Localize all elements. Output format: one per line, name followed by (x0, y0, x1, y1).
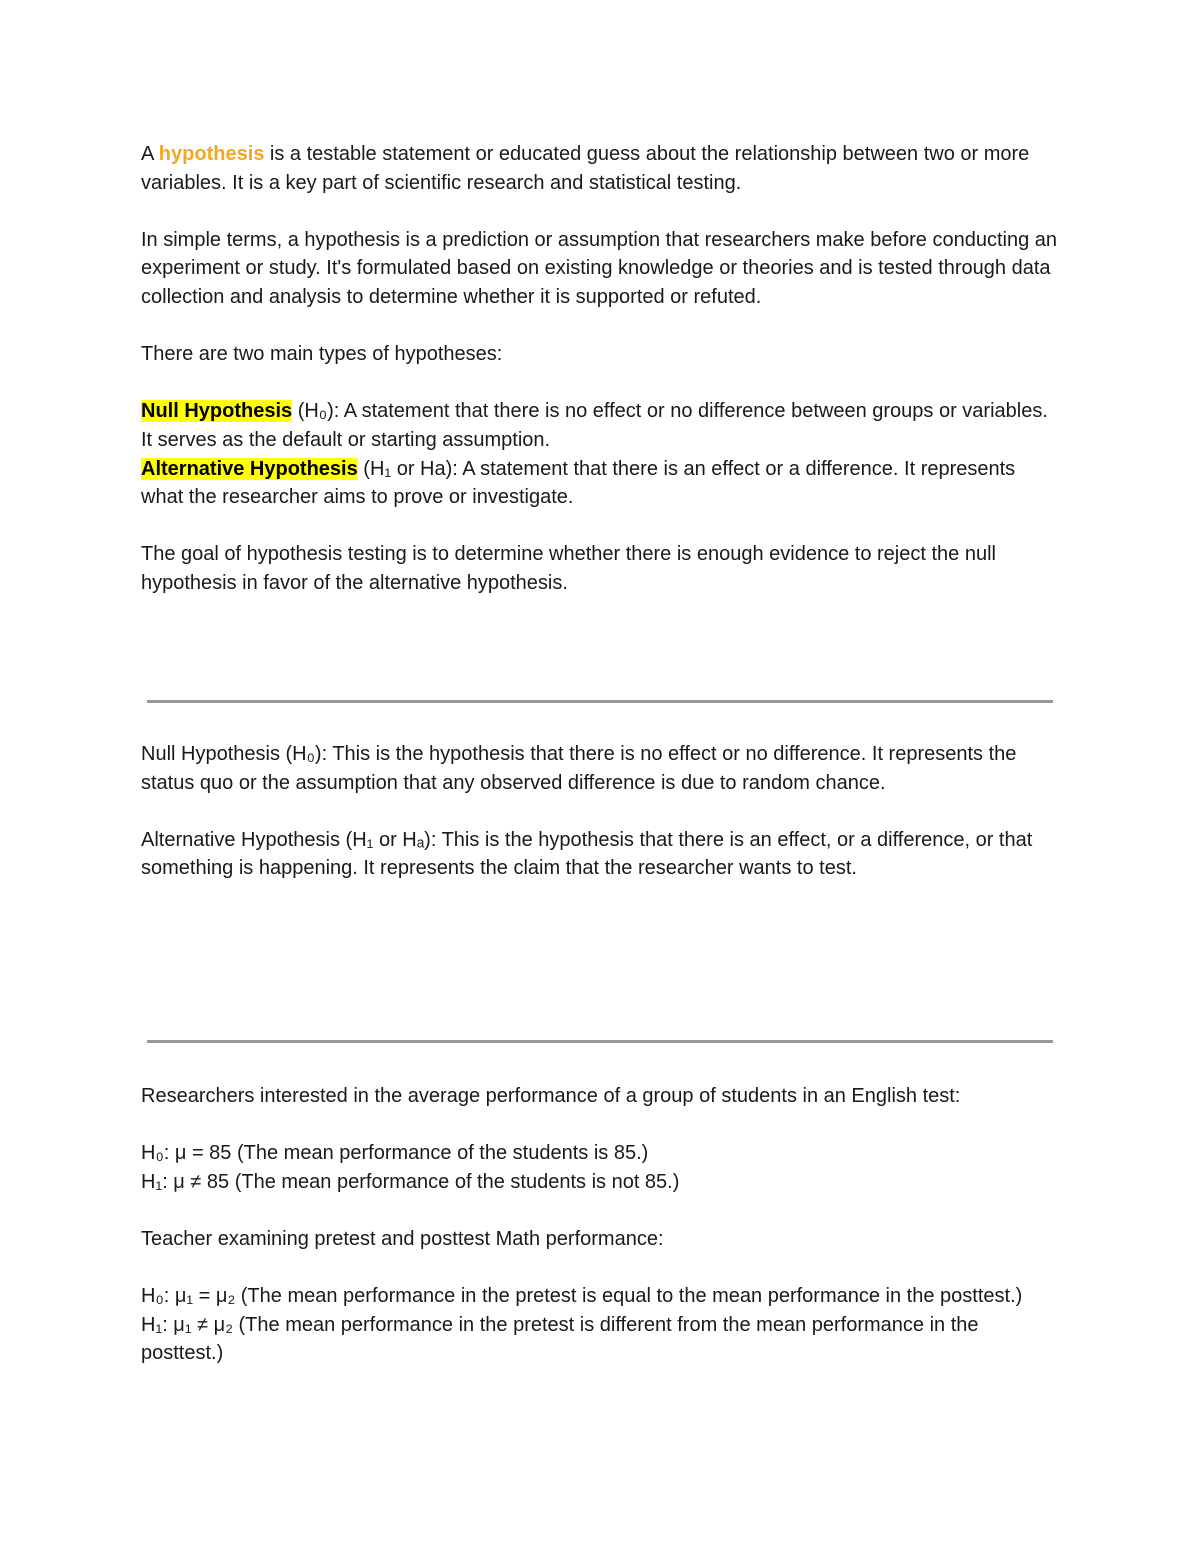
spacer (141, 797, 1061, 826)
example1-null: H₀: μ = 85 (The mean performance of the students is 85.) (141, 1142, 649, 1165)
example2-intro: Teacher examining pretest and posttest Math performance: (141, 1227, 664, 1250)
intro-paragraph (141, 140, 1061, 197)
simple-terms-paragraph: In simple terms, a hypothesis is a prediction or assumption that researchers make before conducting an experiment or study. It's formulated based on existing knowledge or theories and is tested through data collection and analysis to determine whether it is supported or refuted. (141, 228, 1058, 308)
spacer (141, 312, 1061, 341)
example2-alternative: H₁: μ₁ ≠ μ₂ (The mean performance in the pretest is different from the mean performance in the posttest.) (141, 1313, 979, 1365)
horizontal-divider (147, 700, 1053, 703)
null-definition-paragraph: Null Hypothesis (H₀): This is the hypothesis that there is no effect or no difference. It represents the status quo or the assumption that any observed difference is due to random chance. (141, 743, 1017, 794)
examples-section (141, 1082, 1061, 1368)
document-body (141, 140, 1061, 598)
spacer (141, 1196, 1061, 1225)
alternative-definition-paragraph: Alternative Hypothesis (H₁ or Hₐ): This is the hypothesis that there is an effect, or a difference, or that something is happening. It represents the claim that the researcher wants to test. (141, 828, 1033, 880)
intro-post: is a testable statement or educated guess about the relationship between two or more variables. It is a key part of scientific research and statistical testing. (141, 143, 1030, 194)
spacer (141, 197, 1061, 226)
example2-null: H₀: μ₁ = μ₂ (The mean performance in the pretest is equal to the mean performance in the posttest.) (141, 1285, 1023, 1308)
null-hypothesis-text: (H₀): A statement that there is no effect or no difference between groups or variables. It serves as the default or starting assumption. (141, 400, 1048, 451)
spacer (141, 369, 1061, 398)
intro-pre: A (141, 143, 159, 165)
hypothesis-keyword: hypothesis (158, 143, 265, 165)
horizontal-divider (147, 1040, 1053, 1043)
alternative-hypothesis-text: (H₁ or Ha): A statement that there is an effect or a difference. It represents what the researcher aims to prove or investigate. (141, 457, 1016, 509)
spacer (141, 1254, 1061, 1283)
example1-alternative: H₁: μ ≠ 85 (The mean performance of the students is not 85.) (141, 1170, 680, 1193)
spacer (141, 1111, 1061, 1140)
definitions-section (141, 740, 1061, 883)
example1-intro: Researchers interested in the average performance of a group of students in an English test: (141, 1085, 961, 1107)
goal-paragraph: The goal of hypothesis testing is to determine whether there is enough evidence to reject the null hypothesis in favor of the alternative hypothesis. (141, 543, 996, 594)
alternative-hypothesis-paragraph (141, 455, 1061, 512)
spacer (141, 512, 1061, 541)
null-hypothesis-term: Null Hypothesis (141, 400, 293, 423)
null-hypothesis-paragraph (141, 397, 1061, 454)
types-intro-paragraph: There are two main types of hypotheses: (141, 343, 503, 366)
alternative-hypothesis-term: Alternative Hypothesis (141, 457, 358, 480)
